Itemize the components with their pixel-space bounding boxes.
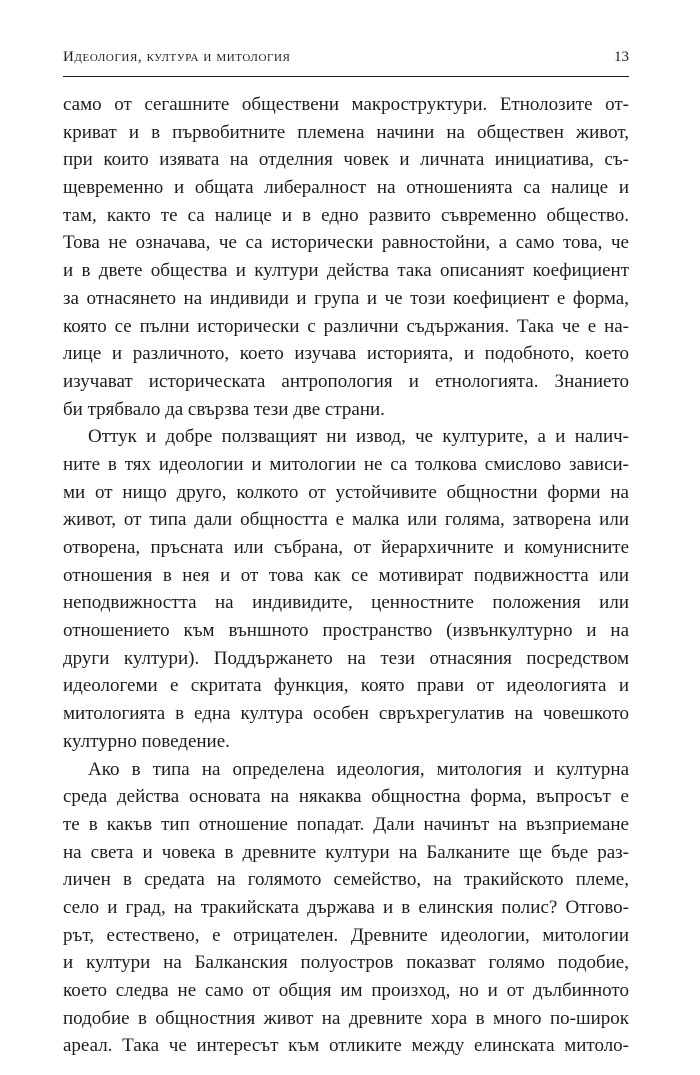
text-line: Оттук и добре ползващият ни извод, че културите, а и налич-	[88, 426, 629, 448]
text-line: и култури на Балканския полуостров показват голямо подобие,	[63, 952, 629, 974]
text-line: неподвижността на индивидите, ценностните положения или	[63, 592, 629, 614]
text-line: само от сегашните обществени макроструктури. Етнолозите от-	[63, 94, 629, 115]
text-line: при които изявата на отделния човек и личната инициатива, съ-	[63, 149, 629, 171]
text-line: там, както те са налице и в едно развито съвременно общество.	[63, 204, 629, 226]
text-line: ареал. Така че интересът към отликите между елинската митоло-	[63, 1035, 629, 1057]
running-head	[63, 49, 629, 71]
text-line: би трябвало да свързва тези две страни.	[63, 398, 385, 420]
paragraph-2	[63, 423, 629, 755]
text-line: митологията в една култура особен свръхрегулатив на човешкото	[63, 703, 629, 725]
text-line: отворена, пръсната или събрана, от йерархичните и комунисните	[63, 537, 629, 558]
text-line: ми от нищо друго, колкото от устойчивите общностни форми на	[63, 481, 629, 503]
text-line: изучават историческата антропология и етнологията. Знанието	[63, 370, 629, 392]
text-line: на света и човека в древните култури на Балканите ще бъде раз-	[63, 841, 629, 863]
text-line: ните в тях идеологии и митологии не са толкова смислово зависи-	[63, 453, 629, 475]
text-line: подобие в общностния живот на древните хора в много по-широк	[63, 1007, 629, 1029]
text-line: Това не означава, че са исторически равностойни, а само това, че	[63, 232, 629, 254]
paragraph-1	[63, 91, 629, 423]
text-line: рът, естествено, е отрицателен. Древните идеологии, митологии	[63, 924, 629, 946]
body-text	[63, 91, 629, 1060]
header-rule	[63, 76, 629, 77]
text-line: криват и в първобитните племена начини на обществен живот,	[63, 121, 629, 143]
text-line: отношението към външното пространство (извънкултурно и на	[63, 620, 629, 642]
text-line: среда действа основата на някаква общностна форма, въпросът е	[63, 786, 629, 808]
text-line: културно поведение.	[63, 730, 230, 752]
text-line: Ако в типа на определена идеология, митология и културна	[88, 758, 629, 780]
text-line: отношения в нея и от това как се мотивират подвижността или	[63, 564, 629, 586]
page-number: 13	[614, 49, 629, 65]
text-line: личен в средата на голямото семейство, на тракийското племе,	[63, 869, 629, 891]
text-line: други култури). Поддържането на тези отнасяния посредством	[63, 647, 629, 669]
text-line: което следва не само от общия им произход, но и от дълбинното	[63, 980, 629, 1001]
text-line: и в двете общества и култури действа така описаният коефициент	[63, 260, 629, 282]
text-line: за отнасянето на индивиди и група и че този коефициент е форма,	[63, 287, 629, 309]
paragraph-3	[63, 756, 629, 1061]
text-line: село и град, на тракийската държава и в елинския полис? Отгово-	[63, 896, 629, 918]
text-line: идеологеми е скритата функция, която прави от идеологията и	[63, 675, 629, 697]
running-title: Идеология, култура и митология	[63, 49, 291, 65]
text-line: която се пълни исторически с различни съдържания. Така че е на-	[63, 315, 629, 337]
text-line: лице и различното, което изучава историята, и подобното, което	[63, 343, 629, 365]
text-line: живот, от типа дали общността е малка или голяма, затворена или	[63, 509, 629, 531]
text-line: те в какъв тип отношение попадат. Дали начинът на възприемане	[63, 813, 629, 835]
text-line: щевременно и общата либералност на отношенията са налице и	[63, 177, 629, 199]
